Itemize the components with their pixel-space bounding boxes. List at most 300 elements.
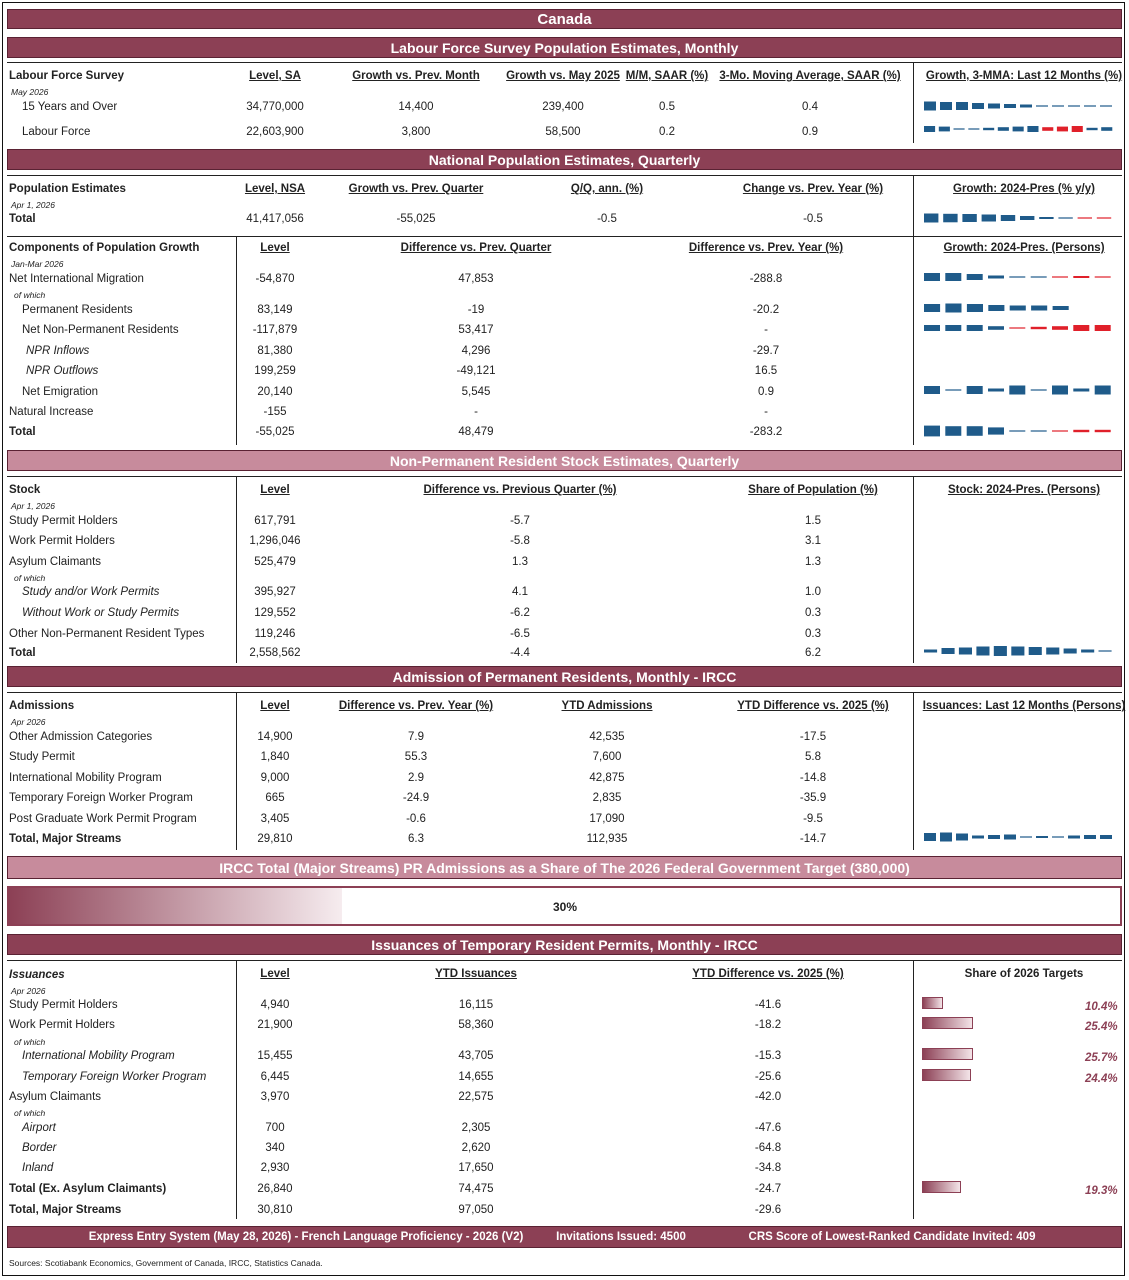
- adm-title: Admissions: [9, 700, 75, 712]
- sparkline-bar: [988, 835, 1000, 839]
- section-apr-header: Admission of Permanent Residents, Monthly - IRCC: [7, 666, 1122, 687]
- iss-cell: -25.6: [754, 1071, 782, 1083]
- sparkline-bar: [994, 646, 1007, 656]
- adm-cell: -14.8: [799, 772, 827, 784]
- adm-sparkline: [924, 831, 1116, 843]
- express-entry-invitations: Invitations Issued: 4500: [556, 1231, 686, 1243]
- comp-cell: 199,259: [254, 365, 296, 377]
- lfs-col-level: Level, SA: [249, 70, 301, 82]
- iss-cell: 700: [265, 1122, 285, 1134]
- iss-date: Apr 2026: [11, 986, 46, 996]
- sparkline-bar: [940, 102, 952, 110]
- stock-row-label: Other Non-Permanent Resident Types: [9, 628, 205, 640]
- iss-cell: -15.3: [754, 1050, 782, 1062]
- sparkline-bar: [1081, 650, 1094, 653]
- iss-cell: -18.2: [754, 1019, 782, 1031]
- sparkline-bar: [1004, 835, 1016, 840]
- iss-row-label: Airport: [22, 1122, 56, 1134]
- comp-cell: 5,545: [461, 386, 491, 398]
- sparkline-bar: [1001, 215, 1015, 221]
- comp-nim-sparkline: [924, 271, 1116, 283]
- pop-col: Growth: 2024-Pres (% y/y): [953, 183, 1095, 195]
- pop-col: Level, NSA: [244, 183, 306, 195]
- share-target-bar: [922, 1181, 961, 1193]
- sparkline-bar: [959, 648, 972, 655]
- lfs-cell: 34,770,000: [246, 101, 304, 113]
- pop-cell: -0.5: [803, 213, 823, 225]
- adm-cell: 665: [265, 792, 285, 804]
- adm-cell: 6.3: [408, 833, 424, 845]
- stock-cell: 0.3: [805, 607, 821, 619]
- share-target-value: 19.3%: [1085, 1185, 1118, 1197]
- comp-total-sparkline: [924, 424, 1116, 438]
- comp-cell: -: [764, 406, 768, 418]
- share-target-bar: [922, 1017, 973, 1029]
- adm-cell: -24.9: [402, 792, 430, 804]
- sparkline-bar: [1064, 649, 1077, 654]
- iss-cell: 16,115: [458, 999, 494, 1011]
- iss-row-label: International Mobility Program: [22, 1050, 175, 1062]
- comp-cell: 20,140: [257, 386, 293, 398]
- sparkline-bar: [988, 389, 1004, 392]
- iss-cell: 14,655: [458, 1071, 494, 1083]
- comp-row-label: Net Emigration: [22, 386, 99, 398]
- adm-cell: 42,875: [589, 772, 625, 784]
- target-progress-bar: [7, 886, 1122, 926]
- stock-row-label: Work Permit Holders: [9, 535, 115, 547]
- lfs-cell: 3,800: [401, 126, 431, 138]
- adm-cell: 55.3: [404, 751, 428, 763]
- sparkline-bar: [972, 836, 984, 839]
- sparkline-bar: [1036, 105, 1048, 106]
- pop-total-label: Total: [9, 213, 36, 225]
- sparkline-bar: [924, 273, 940, 281]
- adm-cell: 29,810: [257, 833, 293, 845]
- stock-cell: -6.2: [510, 607, 530, 619]
- iss-cell: 3,970: [260, 1091, 290, 1103]
- stock-cell: 0.3: [805, 628, 821, 640]
- sparkline-bar: [940, 833, 952, 842]
- comp-cell: -117,879: [252, 324, 298, 336]
- sparkline-bar: [945, 304, 961, 313]
- sparkline-bar: [1052, 430, 1068, 431]
- stock-cell: -5.7: [510, 515, 530, 527]
- adm-row-label: Other Admission Categories: [9, 731, 153, 743]
- sparkline-bar: [1095, 430, 1111, 432]
- pop-title: Population Estimates: [9, 183, 126, 195]
- divider: [236, 960, 237, 1219]
- comp-cell: -49,121: [456, 365, 496, 377]
- comp-cell: 0.9: [758, 386, 774, 398]
- sparkline-bar: [939, 127, 950, 132]
- sparkline-bar: [945, 273, 961, 281]
- comp-cell: 16.5: [754, 365, 778, 377]
- sparkline-bar: [988, 427, 1004, 434]
- sparkline-bar: [1052, 386, 1068, 395]
- sparkline-bar: [967, 325, 983, 331]
- iss-cell: -24.7: [754, 1183, 782, 1195]
- comp-cell: -: [764, 324, 768, 336]
- target-progress-fill: [9, 888, 342, 924]
- sparkline-bar: [1073, 276, 1089, 278]
- stock-cell: 1.3: [805, 556, 821, 568]
- sparkline-bar: [924, 214, 938, 223]
- adm-date: Apr 2026: [11, 717, 46, 727]
- share-target-bar: [922, 997, 943, 1009]
- sparkline-bar: [1004, 104, 1016, 108]
- adm-row-label: International Mobility Program: [9, 772, 162, 784]
- sparkline-bar: [976, 647, 989, 656]
- comp-cell: 47,853: [458, 273, 494, 285]
- sparkline-bar: [1073, 430, 1089, 432]
- stock-row-label: Study Permit Holders: [9, 515, 118, 527]
- comp-cell: -29.7: [752, 345, 780, 357]
- iss-cell: -41.6: [754, 999, 782, 1011]
- sparkline-bar: [942, 648, 955, 654]
- comp-cell: -: [474, 406, 478, 418]
- sparkline-bar: [956, 102, 968, 110]
- comp-cell: 53,417: [458, 324, 494, 336]
- comp-cell: 83,149: [257, 304, 293, 316]
- iss-cell: -64.8: [754, 1142, 782, 1154]
- iss-cell: 58,360: [458, 1019, 494, 1031]
- sparkline-bar: [1078, 217, 1092, 218]
- divider: [7, 476, 1122, 477]
- iss-cell: 2,620: [461, 1142, 491, 1154]
- iss-cell: -42.0: [754, 1091, 782, 1103]
- iss-cell: 43,705: [458, 1050, 494, 1062]
- target-progress-label: 30%: [552, 900, 578, 914]
- adm-cell: -14.7: [799, 833, 827, 845]
- sparkline-bar: [956, 834, 968, 841]
- iss-cell: 97,050: [458, 1204, 494, 1216]
- sparkline-bar: [968, 128, 979, 129]
- adm-cell: 1,840: [260, 751, 290, 763]
- sparkline-bar: [1013, 127, 1024, 132]
- sparkline-bar: [1009, 386, 1025, 395]
- comp-row-label: Net International Migration: [9, 273, 144, 285]
- stock-sparkline: [924, 645, 1116, 657]
- comp-col: Level: [260, 242, 290, 254]
- lfs-col-yoy: Growth vs. May 2025: [506, 70, 620, 82]
- iss-cell: 15,455: [257, 1050, 293, 1062]
- sparkline-bar: [967, 426, 983, 436]
- stock-cell: 119,246: [254, 628, 296, 640]
- comp-cell: 4,296: [461, 345, 491, 357]
- lfs-lf-sparkline: [924, 122, 1116, 136]
- section-target-header: IRCC Total (Major Streams) PR Admissions as a Share of The 2026 Federal Government Target (380,000): [7, 856, 1122, 879]
- of-which-label: of which: [14, 1108, 46, 1118]
- adm-row-label: Study Permit: [9, 751, 75, 763]
- adm-cell: -0.6: [406, 813, 426, 825]
- lfs-col-mom: Growth vs. Prev. Month: [352, 70, 480, 82]
- comp-emig-sparkline: [924, 384, 1116, 396]
- stock-date: Apr 1, 2026: [11, 501, 55, 511]
- sparkline-bar: [1100, 105, 1112, 106]
- stock-cell: 1.5: [805, 515, 821, 527]
- sparkline-bar: [945, 426, 961, 436]
- share-target-value: 10.4%: [1085, 1001, 1118, 1013]
- iss-cell: -34.8: [754, 1162, 782, 1174]
- sparkline-bar: [1039, 217, 1053, 219]
- sparkline-bar: [988, 326, 1004, 330]
- stock-row-label: Without Work or Study Permits: [22, 607, 180, 619]
- stock-cell: 4.1: [512, 586, 528, 598]
- sparkline-bar: [1009, 430, 1025, 431]
- iss-cell: 4,940: [260, 999, 290, 1011]
- divider: [913, 960, 914, 1219]
- stock-col: Level: [260, 484, 290, 496]
- of-which-label: of which: [14, 573, 46, 583]
- iss-row-label: Study Permit Holders: [9, 999, 118, 1011]
- comp-col: Difference vs. Prev. Quarter: [400, 242, 552, 254]
- stock-row-label: Asylum Claimants: [9, 556, 102, 568]
- adm-cell: -35.9: [799, 792, 827, 804]
- lfs-col-saar: M/M, SAAR (%): [625, 70, 709, 82]
- comp-cell: -19: [467, 304, 485, 316]
- comp-cell: -288.8: [749, 273, 783, 285]
- sparkline-bar: [1036, 836, 1048, 838]
- adm-row-label: Post Graduate Work Permit Program: [9, 813, 197, 825]
- pop-col: Growth vs. Prev. Quarter: [348, 183, 484, 195]
- adm-row-label: Total, Major Streams: [9, 833, 122, 845]
- sparkline-bar: [1031, 276, 1047, 277]
- iss-row-label: Inland: [22, 1162, 54, 1174]
- iss-cell: -29.6: [754, 1204, 782, 1216]
- lfs-cell: 0.4: [802, 101, 818, 113]
- sparkline-bar: [1011, 647, 1024, 656]
- pop-col: Change vs. Prev. Year (%): [742, 183, 884, 195]
- adm-cell: 17,090: [589, 813, 625, 825]
- sparkline-bar: [1101, 127, 1112, 131]
- adm-col: YTD Difference vs. 2025 (%): [737, 700, 889, 712]
- divider: [7, 960, 1122, 961]
- lfs-row-label: Labour Force: [22, 126, 91, 138]
- sparkline-bar: [1099, 650, 1112, 651]
- section-npe-header: National Population Estimates, Quarterly: [7, 149, 1122, 170]
- iss-cell: 340: [265, 1142, 285, 1154]
- sparkline-bar: [1031, 389, 1047, 390]
- adm-cell: 9,000: [260, 772, 290, 784]
- iss-cell: 17,650: [458, 1162, 494, 1174]
- lfs-cell: 14,400: [398, 101, 434, 113]
- sparkline-bar: [1072, 126, 1083, 132]
- iss-row-label: Asylum Claimants: [9, 1091, 102, 1103]
- lfs-col-spark: Growth, 3-MMA: Last 12 Months (%): [925, 70, 1123, 82]
- section-npr-header: Non-Permanent Resident Stock Estimates, Quarterly: [7, 450, 1122, 471]
- sparkline-bar: [924, 426, 940, 437]
- of-which-label: of which: [14, 1037, 46, 1047]
- sparkline-bar: [945, 325, 961, 331]
- sparkline-bar: [967, 386, 983, 394]
- divider: [7, 236, 1122, 237]
- stock-cell: -5.8: [510, 535, 530, 547]
- sparkline-bar: [988, 276, 1004, 279]
- express-entry-bar: [7, 1226, 1122, 1248]
- sparkline-bar: [1020, 216, 1034, 220]
- iss-col: Share of 2026 Targets: [964, 968, 1084, 980]
- sparkline-bar: [998, 127, 1009, 131]
- stock-title: Stock: [9, 484, 41, 496]
- sparkline-bar: [924, 126, 935, 132]
- sparkline-bar: [1020, 836, 1032, 837]
- sparkline-bar: [1084, 835, 1096, 839]
- iss-row-label: Work Permit Holders: [9, 1019, 115, 1031]
- sparkline-bar: [1052, 836, 1064, 837]
- sparkline-bar: [1100, 835, 1112, 839]
- iss-cell: 6,445: [260, 1071, 290, 1083]
- iss-cell: 30,810: [257, 1204, 293, 1216]
- divider: [913, 62, 914, 143]
- comp-row-label: Total: [9, 426, 36, 438]
- adm-cell: 7.9: [408, 731, 424, 743]
- sparkline-bar: [1052, 105, 1064, 106]
- comp-col: Difference vs. Prev. Year (%): [688, 242, 844, 254]
- sparkline-bar: [962, 214, 976, 222]
- comp-title: Components of Population Growth: [9, 242, 200, 254]
- sparkline-bar: [1095, 386, 1111, 395]
- pop-date: Apr 1, 2026: [11, 200, 55, 210]
- divider: [236, 236, 237, 445]
- divider: [236, 692, 237, 850]
- share-target-value: 25.4%: [1085, 1021, 1118, 1033]
- divider: [913, 476, 914, 663]
- sparkline-bar: [1095, 325, 1111, 331]
- iss-cell: -47.6: [754, 1122, 782, 1134]
- iss-row-label: Temporary Foreign Worker Program: [22, 1071, 207, 1083]
- sparkline-bar: [924, 386, 940, 394]
- sparkline-bar: [1052, 326, 1068, 330]
- express-entry-title: Express Entry System (May 28, 2026) - French Language Proficiency - 2026 (V2): [88, 1231, 524, 1243]
- comp-cell: -54,870: [255, 273, 295, 285]
- stock-cell: 2,558,562: [249, 647, 301, 659]
- stock-cell: -6.5: [510, 628, 530, 640]
- adm-cell: 42,535: [589, 731, 625, 743]
- stock-cell: 1,296,046: [249, 535, 301, 547]
- stock-cell: -4.4: [510, 647, 530, 659]
- adm-col: Issuances: Last 12 Months (Persons): [922, 700, 1126, 712]
- sparkline-bar: [1009, 276, 1025, 277]
- iss-row-label: Total (Ex. Asylum Claimants): [9, 1183, 167, 1195]
- comp-cell: 48,479: [458, 426, 494, 438]
- stock-cell: 6.2: [805, 647, 821, 659]
- comp-row-label: Natural Increase: [9, 406, 94, 418]
- divider: [236, 476, 237, 663]
- stock-cell: 525,479: [254, 556, 296, 568]
- adm-col: Difference vs. Prev. Year (%): [338, 700, 494, 712]
- sparkline-bar: [924, 325, 940, 331]
- comp-row-label: NPR Inflows: [26, 345, 90, 357]
- sparkline-bar: [988, 104, 1000, 109]
- comp-cell: -155: [263, 406, 287, 418]
- sparkline-bar: [924, 650, 937, 653]
- sparkline-bar: [1029, 647, 1042, 655]
- pop-cell: -55,025: [396, 213, 436, 225]
- stock-col: Share of Population (%): [748, 484, 878, 496]
- sparkline-bar: [945, 389, 961, 390]
- sparkline-bar: [1057, 127, 1068, 132]
- stock-cell: 617,791: [254, 515, 296, 527]
- sparkline-bar: [924, 833, 936, 841]
- iss-col: YTD Issuances: [435, 968, 517, 980]
- iss-cell: 21,900: [257, 1019, 293, 1031]
- sparkline-bar: [1027, 126, 1038, 132]
- lfs-cell: 0.5: [659, 101, 675, 113]
- adm-col: YTD Admissions: [561, 700, 653, 712]
- lfs-date: May 2026: [11, 87, 49, 97]
- sparkline-bar: [1010, 306, 1026, 311]
- iss-col: YTD Difference vs. 2025 (%): [692, 968, 844, 980]
- sparkline-bar: [943, 214, 957, 223]
- comp-cell: -283.2: [749, 426, 783, 438]
- pop-cell: 41,417,056: [246, 213, 304, 225]
- adm-cell: 112,935: [586, 833, 628, 845]
- sparkline-bar: [1031, 327, 1047, 329]
- sparkline-bar: [954, 128, 965, 129]
- comp-cell: 81,380: [257, 345, 293, 357]
- comp-row-label: Permanent Residents: [22, 304, 133, 316]
- divider: [7, 692, 1122, 693]
- lfs-col-3mma: 3-Mo. Moving Average, SAAR (%): [719, 70, 901, 82]
- lfs-cell: 239,400: [542, 101, 584, 113]
- iss-cell: 22,575: [458, 1091, 494, 1103]
- stock-col: Difference vs. Previous Quarter (%): [423, 484, 617, 496]
- sources-note: Sources: Scotiabank Economics, Government of Canada, IRCC, Statistics Canada.: [9, 1258, 323, 1268]
- sparkline-bar: [1053, 306, 1069, 310]
- iss-row-label: Border: [22, 1142, 57, 1154]
- adm-cell: -17.5: [799, 731, 827, 743]
- sparkline-bar: [1084, 105, 1096, 106]
- iss-col: Level: [260, 968, 290, 980]
- lfs-cell: 0.2: [659, 126, 675, 138]
- stock-cell: 3.1: [805, 535, 821, 547]
- sparkline-bar: [972, 103, 984, 109]
- lfs-cell: 58,500: [545, 126, 581, 138]
- sparkline-bar: [1068, 836, 1080, 839]
- pop-cell: -0.5: [597, 213, 617, 225]
- share-target-value: 25.7%: [1085, 1052, 1118, 1064]
- stock-cell: 1.0: [805, 586, 821, 598]
- sparkline-bar: [1095, 276, 1111, 277]
- adm-row-label: Temporary Foreign Worker Program: [9, 792, 193, 804]
- sparkline-bar: [1097, 217, 1111, 218]
- sparkline-bar: [1073, 325, 1089, 331]
- stock-cell: 129,552: [254, 607, 296, 619]
- sparkline-bar: [967, 304, 983, 312]
- iss-cell: 74,475: [458, 1183, 494, 1195]
- sparkline-bar: [1046, 648, 1059, 655]
- lfs-row-label: 15 Years and Over: [22, 101, 118, 113]
- section-lfs-header: Labour Force Survey Population Estimates, Monthly: [7, 37, 1122, 58]
- sparkline-bar: [983, 128, 994, 130]
- comp-row-label: Net Non-Permanent Residents: [22, 324, 179, 336]
- comp-npr-sparkline: [924, 321, 1116, 335]
- share-target-bar: [922, 1069, 971, 1081]
- lfs-cell: 22,603,900: [246, 126, 304, 138]
- sparkline-bar: [1031, 306, 1047, 311]
- lfs-cell: 0.9: [802, 126, 818, 138]
- pop-col: Q/Q, ann. (%): [570, 183, 644, 195]
- sparkline-bar: [1031, 430, 1047, 431]
- sparkline-bar: [1058, 217, 1072, 218]
- iss-cell: 2,305: [461, 1122, 491, 1134]
- sparkline-bar: [988, 305, 1004, 311]
- sparkline-bar: [1087, 128, 1098, 130]
- lfs-title: Labour Force Survey: [9, 70, 125, 82]
- sparkline-bar: [1009, 327, 1025, 328]
- sparkline-bar: [924, 304, 940, 312]
- stock-col: Stock: 2024-Pres. (Persons): [947, 484, 1101, 496]
